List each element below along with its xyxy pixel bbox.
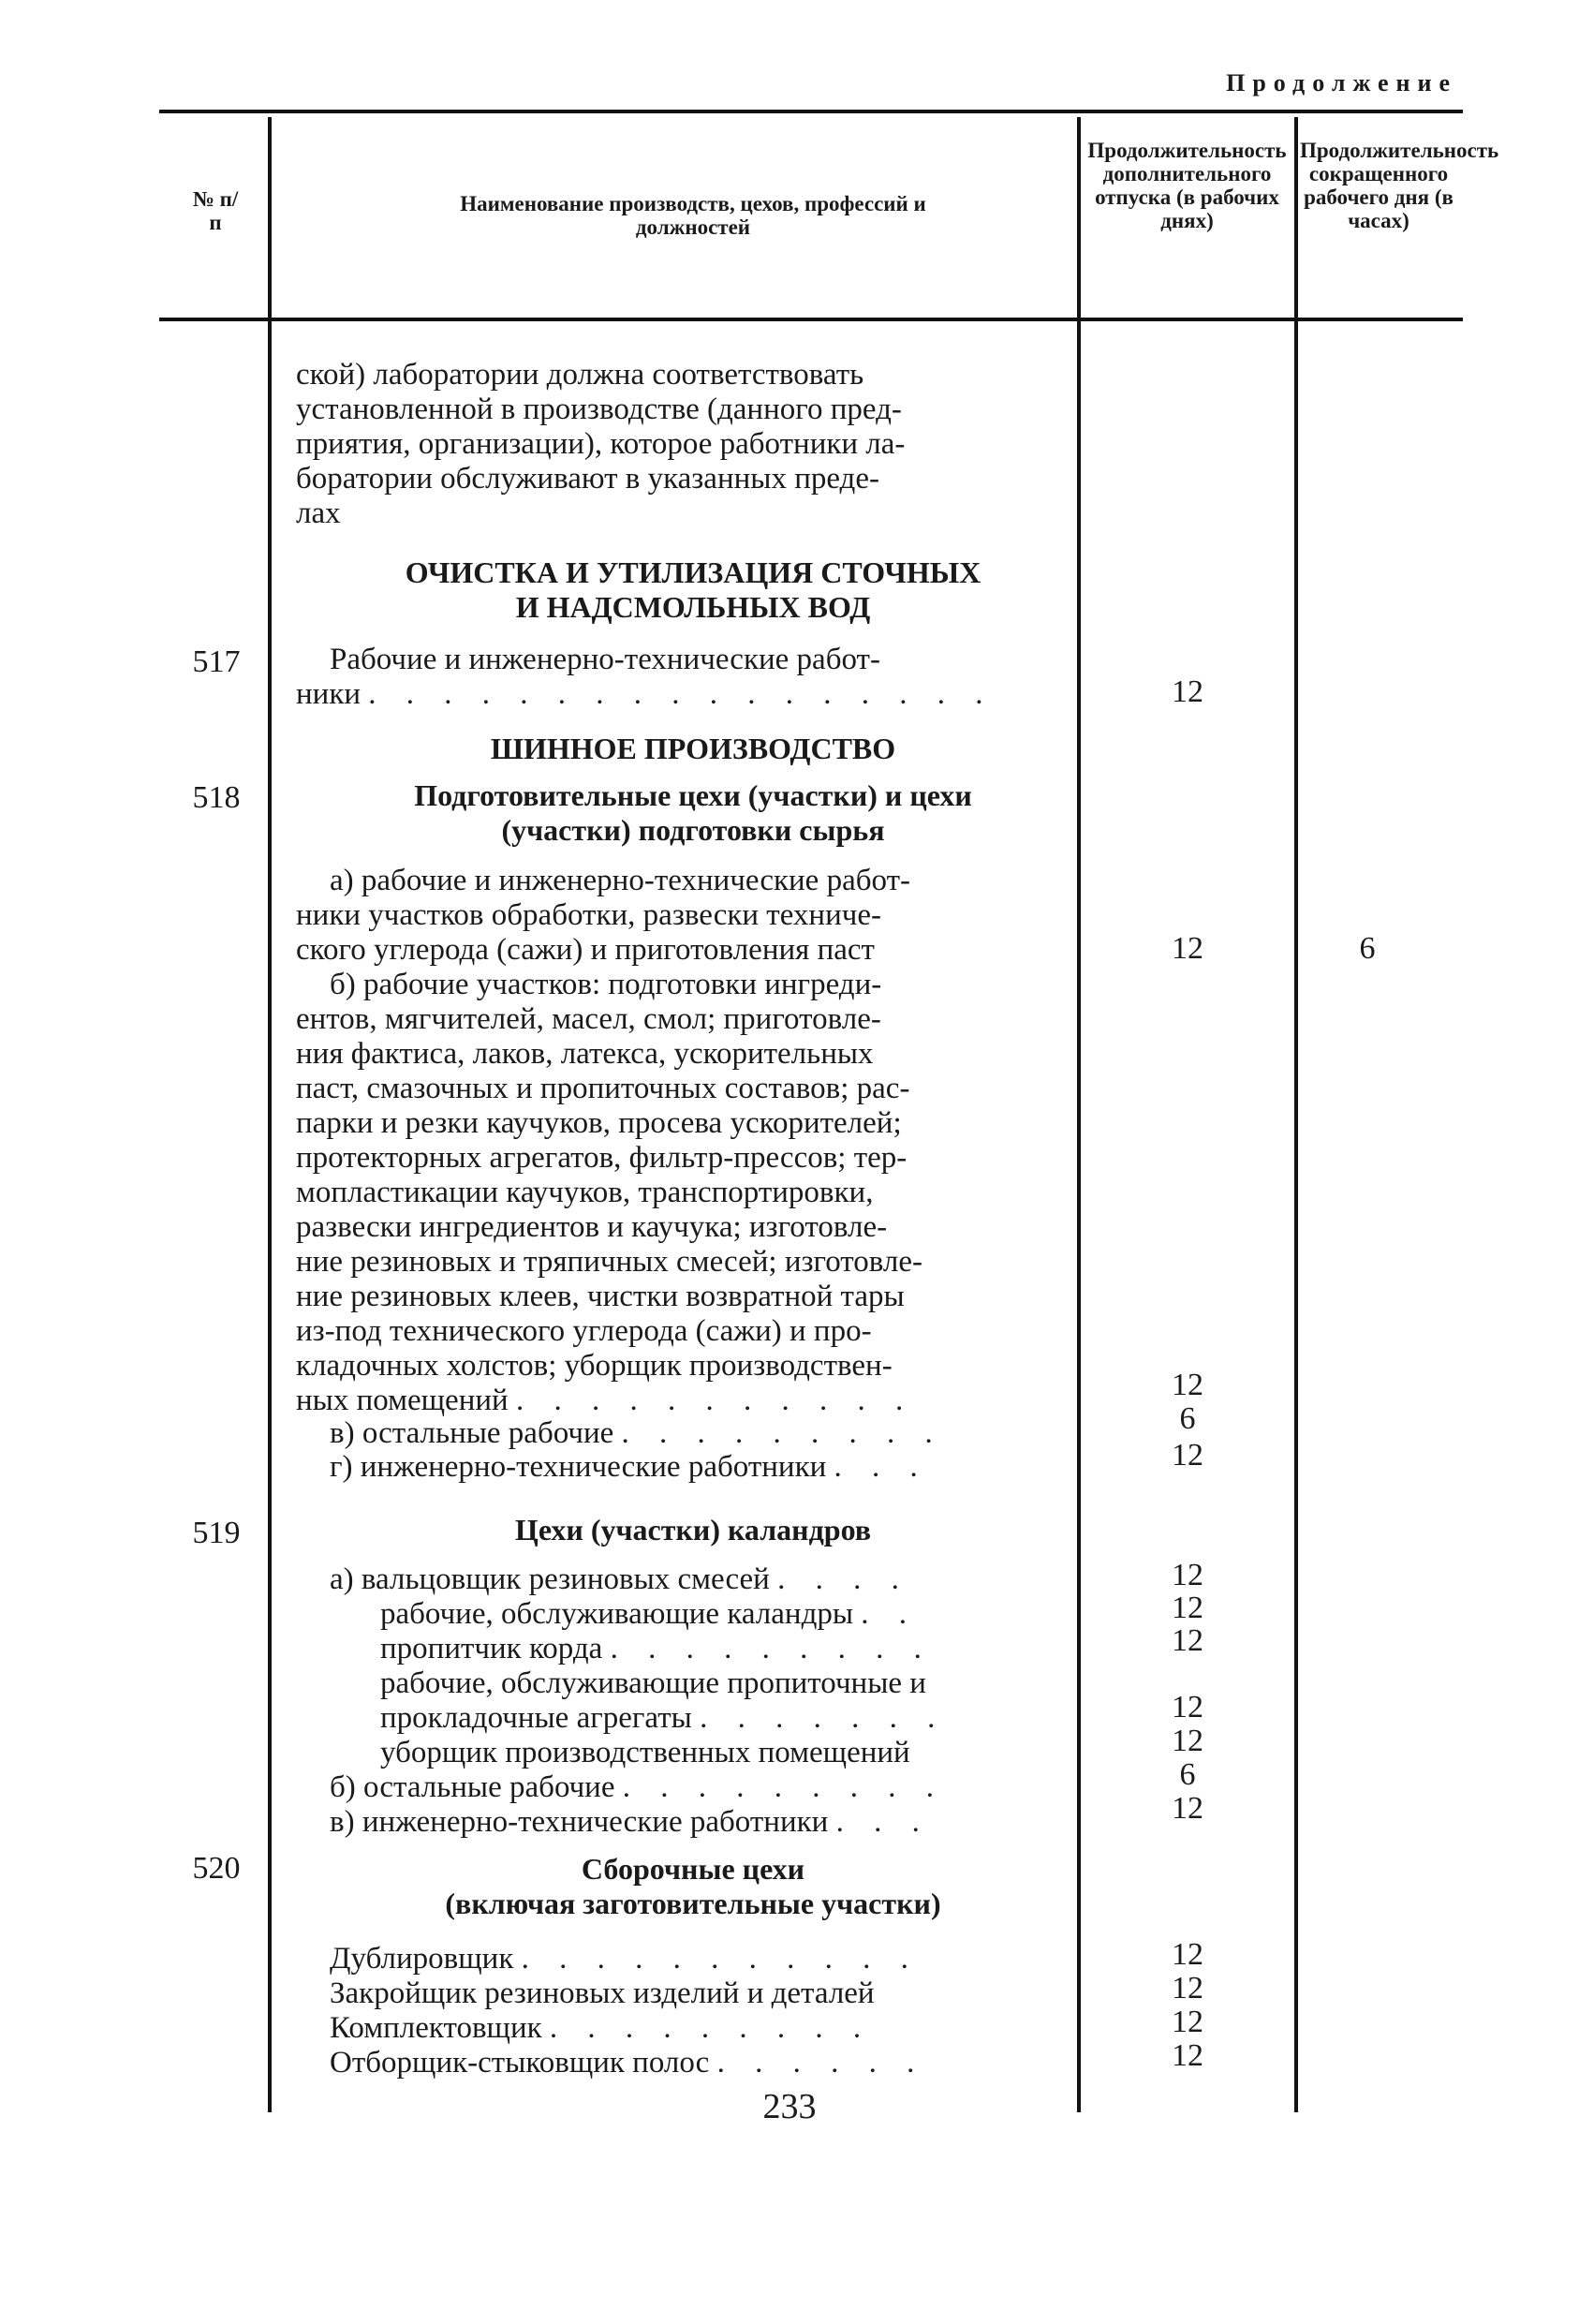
text-line: ние резиновых и тряпичных смесей; изготовле-	[296, 1245, 923, 1279]
page-number: 233	[762, 2087, 817, 2126]
text-line: ния фактиса, лаков, латекса, ускорительных	[296, 1037, 874, 1071]
text-line: ентов, мягчителей, масел, смол; приготовле-	[296, 1002, 881, 1036]
text-line: паст, смазочных и пропиточных составов; рас-	[296, 1072, 910, 1105]
text-line: б) остальные рабочие . . . . . . . . .	[330, 1770, 945, 1804]
leave-value: 12	[1172, 1937, 1203, 1972]
header-bottom-rule	[159, 318, 1463, 321]
text-line: а) вальцовщик резиновых смесей . . . .	[330, 1562, 910, 1596]
leave-value: 12	[1172, 2038, 1203, 2073]
row-number: 518	[192, 780, 241, 815]
leave-value: 6	[1179, 1757, 1196, 1792]
text-line: установленной в производстве (данного пред-	[296, 392, 902, 426]
leave-value: 12	[1172, 674, 1203, 709]
header-short-day: Продолжительность сокращенного рабочего дня (в часах)	[1300, 139, 1499, 232]
header-name: Наименование производств, цехов, профессий и должностей	[460, 192, 926, 239]
text-line: рабочие, обслуживающие пропиточные и	[380, 1666, 926, 1700]
subsection-heading: Цехи (участки) каландров	[514, 1513, 872, 1547]
column-divider-3	[1294, 117, 1298, 2112]
text-line: ники участков обработки, развески техниче-	[296, 898, 881, 932]
text-line: г) инженерно-технические работники . . .	[330, 1450, 929, 1484]
text-line: парки и резки каучуков, просева ускорителей;	[296, 1106, 902, 1140]
text-line: б) рабочие участков: подготовки ингреди-	[330, 968, 882, 1001]
leave-value: 12	[1172, 1791, 1203, 1826]
text-line: уборщик производственных помещений	[380, 1736, 910, 1769]
subsection-heading: (участки) подготовки сырья	[501, 813, 885, 847]
text-line: пропитчик корда . . . . . . . . .	[380, 1632, 933, 1665]
section-heading: ОЧИСТКА И УТИЛИЗАЦИЯ СТОЧНЫХ	[405, 555, 981, 589]
text-line: Закройщик резиновых изделий и деталей	[330, 1976, 875, 2010]
text-line: Дублировщик . . . . . . . . . . .	[330, 1942, 920, 1976]
text-line: приятия, организации), которое работники ла-	[296, 427, 906, 461]
leave-value: 12	[1172, 931, 1203, 966]
text-line: боратории обслуживают в указанных преде-	[296, 462, 879, 496]
row-number: 519	[192, 1516, 241, 1550]
header-additional-leave: Продолжительность дополнительного отпуска (в рабочих днях)	[1087, 139, 1287, 232]
leave-value: 12	[1172, 2005, 1203, 2039]
leave-value: 12	[1172, 1971, 1203, 2006]
text-line: в) остальные рабочие . . . . . . . . .	[330, 1416, 944, 1450]
leave-value: 12	[1172, 1438, 1203, 1473]
section-heading: ШИННОЕ ПРОИЗВОДСТВО	[490, 732, 896, 765]
column-divider-1	[268, 117, 272, 2112]
text-line: лах	[296, 496, 341, 530]
header-top-rule	[159, 110, 1463, 113]
column-divider-2	[1077, 117, 1081, 2112]
leave-value: 12	[1172, 1724, 1203, 1758]
leave-value: 12	[1172, 1591, 1203, 1625]
text-line: ского углерода (сажи) и приготовления паст	[296, 933, 875, 967]
text-line: рабочие, обслуживающие каландры . .	[380, 1597, 919, 1631]
text-line: ники . . . . . . . . . . . . . . . . .	[296, 677, 995, 711]
text-line: мопластикации каучуков, транспортировки,	[296, 1176, 874, 1209]
text-line: прокладочные агрегаты . . . . . . .	[380, 1701, 947, 1735]
text-line: кладочных холстов; уборщик производствен-	[296, 1349, 893, 1383]
row-number: 517	[192, 644, 241, 679]
leave-value: 12	[1172, 1623, 1203, 1658]
text-line: а) рабочие и инженерно-технические работ-	[330, 864, 910, 897]
row-number: 520	[192, 1851, 241, 1886]
text-line: ние резиновых клеев, чистки возвратной тары	[296, 1280, 905, 1313]
text-line: протекторных агрегатов, фильтр-прессов; тер-	[296, 1141, 908, 1175]
text-line: в) инженерно-технические работники . . .	[330, 1805, 931, 1839]
text-line: Рабочие и инженерно-технические работ-	[330, 643, 880, 676]
text-line: из-под технического углерода (сажи) и про-	[296, 1314, 872, 1348]
short-day-value: 6	[1359, 931, 1376, 966]
text-line: ных помещений . . . . . . . . . . .	[296, 1384, 915, 1417]
leave-value: 12	[1172, 1690, 1203, 1724]
leave-value: 6	[1179, 1401, 1196, 1436]
continuation-label: Продолжение	[1226, 69, 1457, 96]
subsection-heading: Подготовительные цехи (участки) и цехи	[414, 778, 972, 812]
section-heading: И НАДСМОЛЬНЫХ ВОД	[515, 590, 871, 624]
leave-value: 12	[1172, 1368, 1203, 1402]
text-line: развески ингредиентов и каучука; изготовле-	[296, 1210, 888, 1244]
text-line: Отборщик-стыковщик полос . . . . . .	[330, 2046, 926, 2080]
text-line: ской) лаборатории должна соответствовать	[296, 358, 864, 392]
subsection-heading: (включая заготовительные участки)	[445, 1887, 941, 1920]
leave-value: 12	[1172, 1558, 1203, 1592]
header-number: № п/п	[192, 187, 239, 234]
text-line: Комплектовщик . . . . . . . . .	[330, 2011, 873, 2045]
subsection-heading: Сборочные цехи	[581, 1852, 805, 1886]
